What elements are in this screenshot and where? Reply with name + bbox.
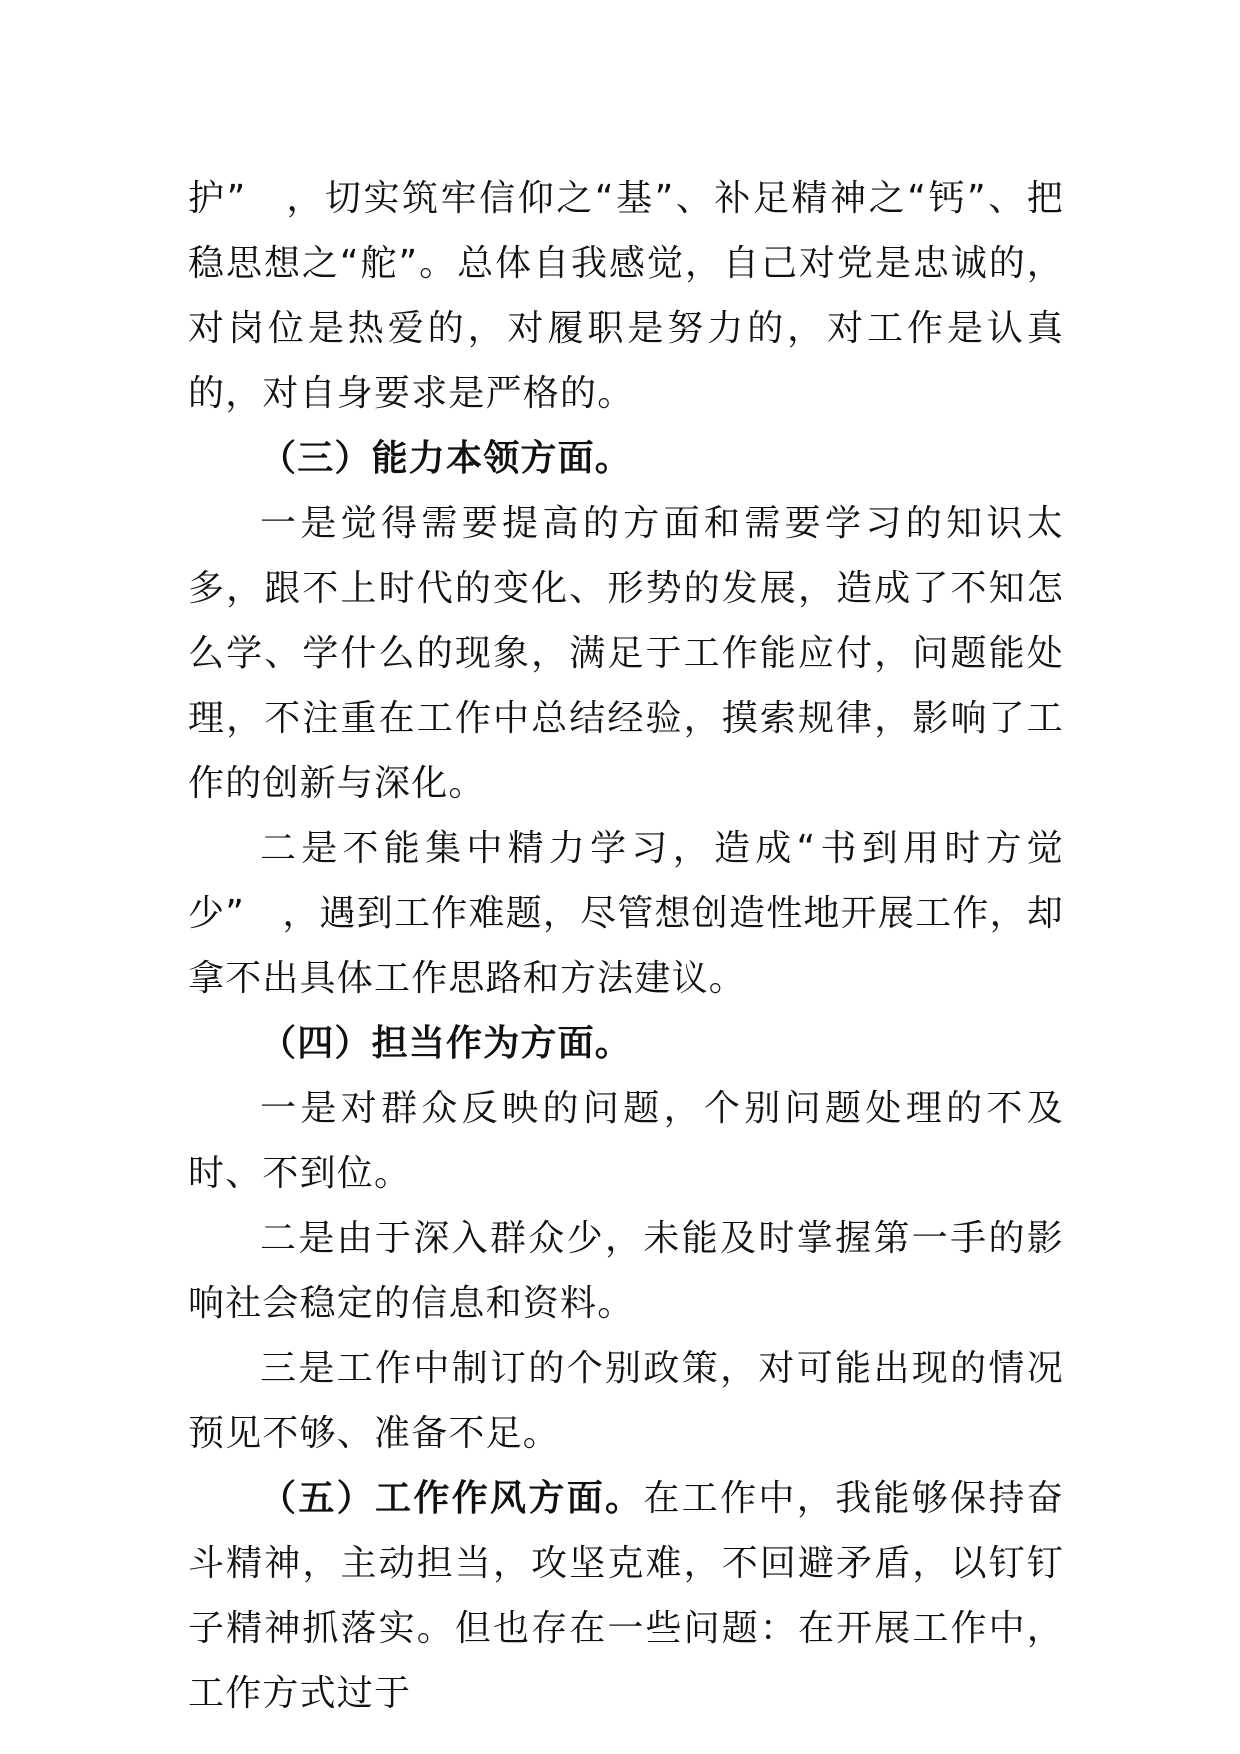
section-heading-work-style: （五）工作作风方面。 [260,1478,644,1519]
paragraph-ability-1: 一是觉得需要提高的方面和需要学习的知识太多，跟不上时代的变化、形势的发展，造成了不知怎么学、学什么的现象，满足于工作能应付，问题能处理，不注重在工作中总结经验，摸索规律，影响了工作的创新与深化。 [188,503,1064,804]
document-body [188,166,1064,1726]
paragraph-responsibility-3: 三是工作中制订的个别政策，对可能出现的情况预见不够、准备不足。 [188,1348,1064,1454]
paragraph-ability-2: 二是不能集中精力学习，造成“书到用时方觉少” ，遇到工作难题，尽管想创造性地开展工作，却拿不出具体工作思路和方法建议。 [188,828,1064,999]
paragraph-work-style [188,1466,1064,1726]
paragraph-faith: 护” ，切实筑牢信仰之“基”、补足精神之“钙”、把稳思想之“舵”。总体自我感觉，自己对党是忠诚的，对岗位是热爱的，对履职是努力的，对工作是认真的，对自身要求是严格的。 [188,178,1064,414]
section-heading-responsibility: （四）担当作为方面。 [260,1023,633,1064]
paragraph-responsibility-2: 二是由于深入群众少，未能及时掌握第一手的影响社会稳定的信息和资料。 [188,1218,1064,1324]
paragraph-responsibility-1: 一是对群众反映的问题，个别问题处理的不及时、不到位。 [188,1088,1064,1194]
paragraph-work-style-text: 在工作中，我能够保持奋斗精神，主动担当，攻坚克难，不回避矛盾，以钉钉子精神抓落实。但也存在一些问题：在开展工作中，工作方式过于 [188,1478,1064,1714]
section-heading-ability: （三）能力本领方面。 [260,438,633,479]
